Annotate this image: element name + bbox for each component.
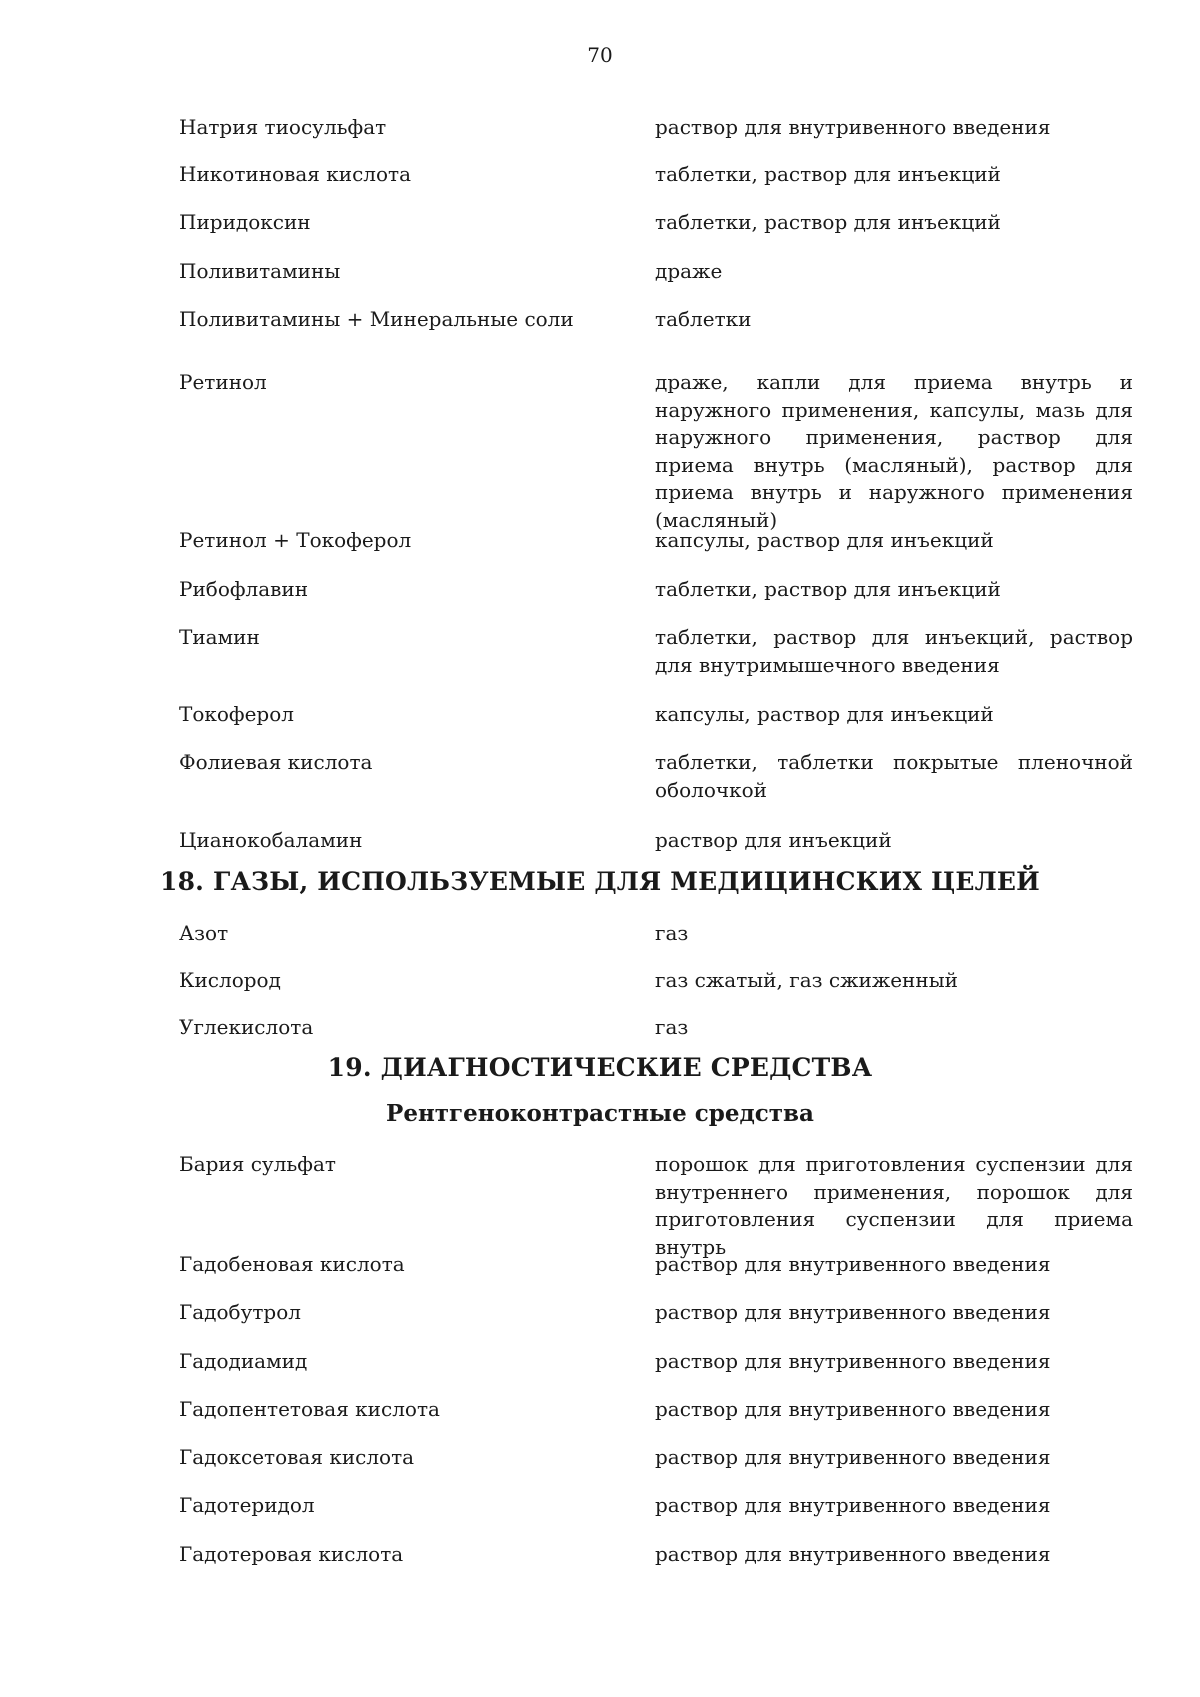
drug-form: раствор для внутривенного введения (655, 1493, 1051, 1517)
section-heading: 18. ГАЗЫ, ИСПОЛЬЗУЕМЫЕ ДЛЯ МЕДИЦИНСКИХ ЦЕЛЕЙ (159, 867, 1040, 896)
drug-form: газ (655, 1015, 689, 1039)
drug-name: Гадобутрол (179, 1300, 301, 1324)
section-subheading: Рентгеноконтрастные средства (386, 1100, 814, 1127)
drug-name: Бария сульфат (179, 1152, 336, 1176)
drug-name: Пиридоксин (179, 210, 311, 234)
drug-form: раствор для внутривенного введения (655, 1445, 1051, 1469)
drug-name: Гадотеровая кислота (179, 1542, 404, 1566)
drug-form: раствор для внутривенного введения (655, 1397, 1051, 1421)
drug-form: таблетки (655, 307, 752, 331)
drug-name: Гадоксетовая кислота (179, 1445, 415, 1469)
drug-name: Поливитамины + Минеральные соли (179, 307, 574, 331)
drug-name: Гадобеновая кислота (179, 1252, 405, 1276)
drug-form: раствор для внутривенного введения (655, 1300, 1051, 1324)
drug-name: Углекислота (179, 1015, 314, 1039)
drug-name: Поливитамины (179, 259, 341, 283)
drug-form: раствор для внутривенного введения (655, 115, 1051, 139)
drug-form: драже, капли для приема внутрь и наружного применения, капсулы, мазь для наружного применения, раствор для приема внутрь (масляный), раствор для приема внутрь и наружного применения (масляный) (655, 370, 1133, 532)
drug-form: капсулы, раствор для инъекций (655, 528, 994, 552)
drug-form: газ сжатый, газ сжиженный (655, 968, 958, 992)
drug-form: капсулы, раствор для инъекций (655, 702, 994, 726)
page-number: 70 (587, 43, 613, 67)
drug-name: Азот (179, 921, 229, 945)
drug-form: таблетки, таблетки покрытые пленочной оболочкой (655, 750, 1133, 802)
drug-name: Токоферол (179, 702, 294, 726)
drug-name: Тиамин (179, 625, 260, 649)
drug-name: Никотиновая кислота (179, 162, 412, 186)
drug-form: раствор для внутривенного введения (655, 1252, 1051, 1276)
drug-form: таблетки, раствор для инъекций (655, 210, 1001, 234)
drug-form: раствор для инъекций (655, 828, 892, 852)
drug-form: раствор для внутривенного введения (655, 1542, 1051, 1566)
drug-name: Цианокобаламин (179, 828, 363, 852)
drug-form: порошок для приготовления суспензии для внутреннего применения, порошок для приготовления суспензии для приема внутрь (655, 1152, 1133, 1259)
drug-form: таблетки, раствор для инъекций (655, 577, 1001, 601)
drug-name: Рибофлавин (179, 577, 309, 601)
drug-name: Гадопентетовая кислота (179, 1397, 440, 1421)
drug-name: Натрия тиосульфат (179, 115, 387, 139)
drug-form: драже (655, 259, 723, 283)
drug-name: Фолиевая кислота (179, 750, 373, 774)
drug-name: Ретинол + Токоферол (179, 528, 412, 552)
section-heading: 19. ДИАГНОСТИЧЕСКИЕ СРЕДСТВА (327, 1053, 873, 1082)
drug-form: таблетки, раствор для инъекций, раствор для внутримышечного введения (655, 625, 1133, 677)
drug-form: газ (655, 921, 689, 945)
drug-name: Ретинол (179, 370, 267, 394)
drug-name: Кислород (179, 968, 281, 992)
drug-form: таблетки, раствор для инъекций (655, 162, 1001, 186)
drug-name: Гадодиамид (179, 1349, 308, 1373)
drug-form: раствор для внутривенного введения (655, 1349, 1051, 1373)
drug-name: Гадотеридол (179, 1493, 315, 1517)
